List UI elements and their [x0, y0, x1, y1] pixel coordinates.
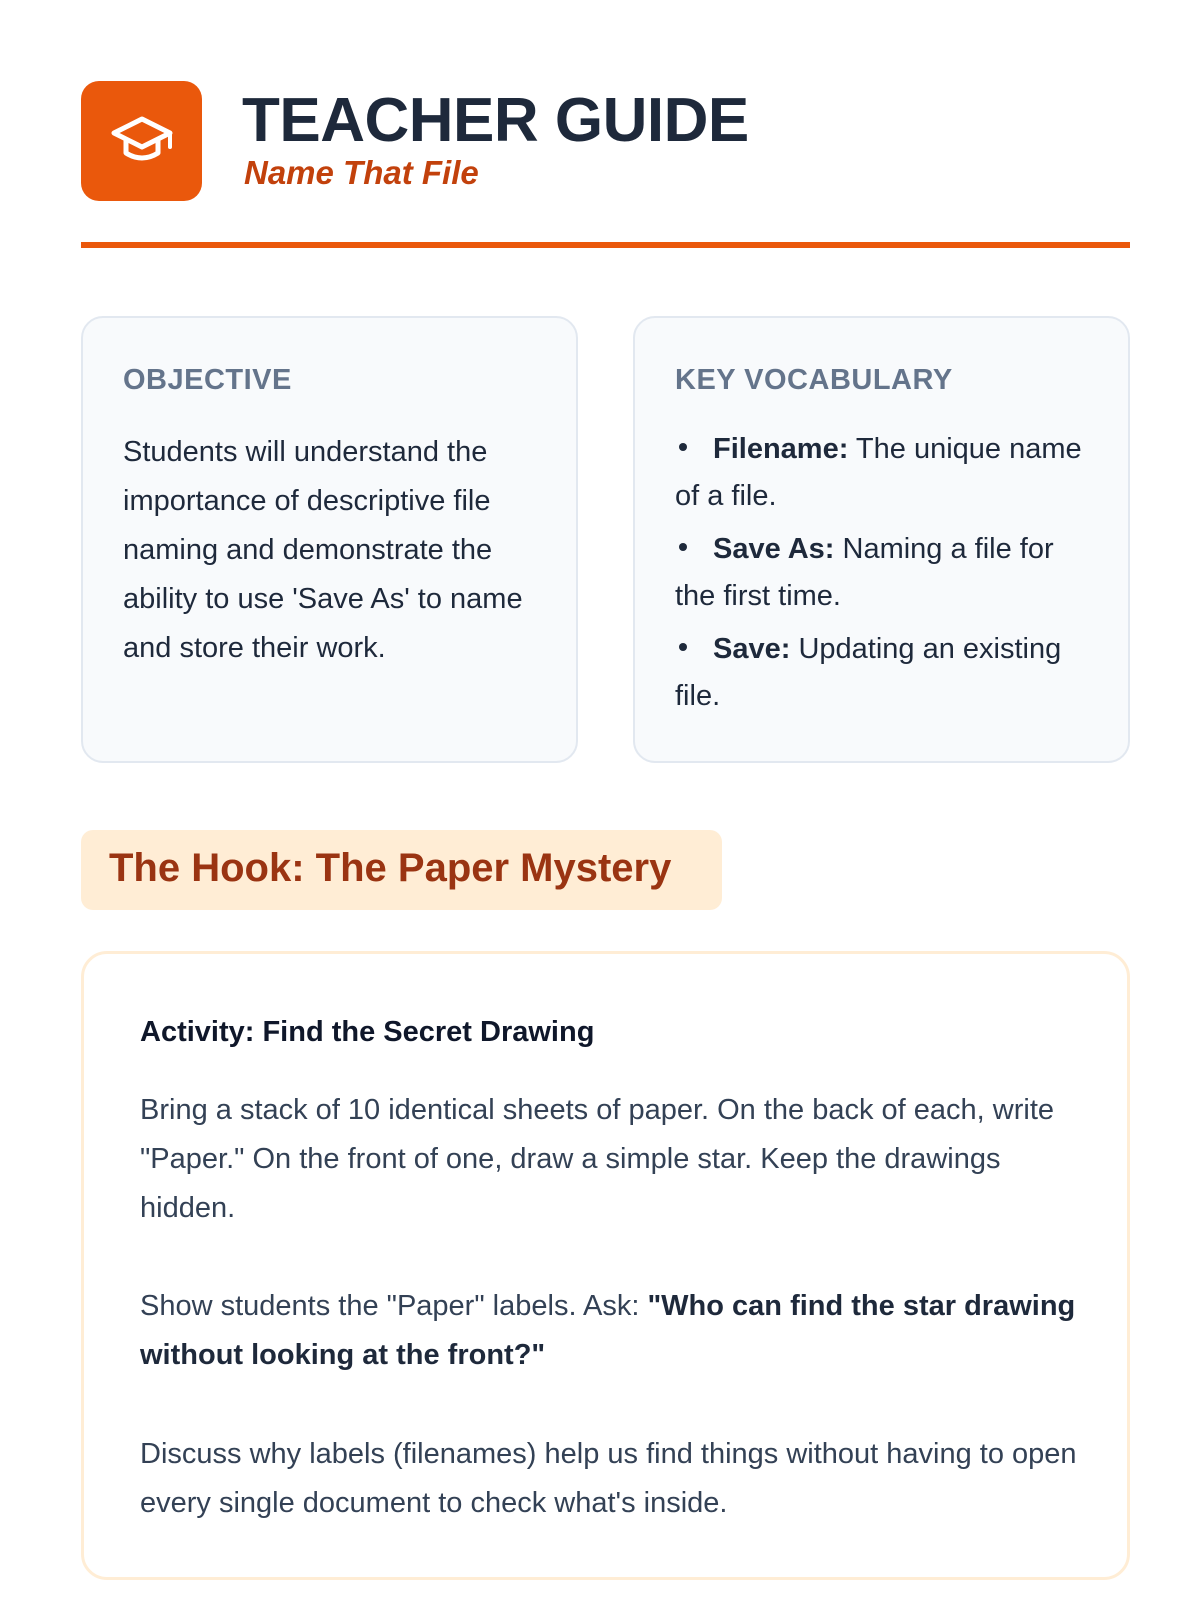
vocab-definition: The unique name of a file. [675, 433, 1082, 512]
question-text: "Who can find the star drawing without looking at the front?" [140, 1290, 1076, 1371]
list-item [675, 526, 1095, 620]
hook-heading-text: The Hook: The Paper Mystery [109, 846, 672, 890]
vocab-term: Save As: [713, 533, 835, 565]
vocab-term: Filename: [713, 433, 849, 465]
activity-title: Activity: Find the Secret Drawing [140, 1016, 595, 1048]
question-lead: Show students the "Paper" labels. Ask: [140, 1290, 648, 1322]
graduation-cap-icon [110, 113, 174, 169]
vocab-term: Save: [713, 633, 791, 665]
objective-text: Students will understand the importance of descriptive file naming and demonstrate the ability to use 'Save As' to name and store their work. [123, 436, 523, 664]
activity-paragraph-discussion: Discuss why labels (filenames) help us find things without having to open every single document to check what's inside. [140, 1438, 1077, 1519]
header-divider [81, 242, 1130, 248]
bullet-icon [679, 543, 687, 551]
vocab-definition: Naming a file for the first time. [675, 533, 1054, 612]
list-item [675, 426, 1095, 520]
activity-paragraph-question [140, 1282, 1080, 1380]
activity-card [81, 951, 1130, 1580]
vocabulary-list [675, 426, 1095, 726]
vocab-definition: Updating an existing file. [675, 633, 1062, 712]
objective-card [81, 316, 578, 763]
logo-badge [81, 81, 202, 201]
page-header [81, 81, 1130, 201]
vocabulary-heading: KEY VOCABULARY [675, 364, 953, 396]
bullet-icon [679, 443, 687, 451]
page-title: TEACHER GUIDE [242, 86, 749, 155]
activity-paragraph-setup: Bring a stack of 10 identical sheets of paper. On the back of each, write "Paper." On the front of one, draw a simple star. Keep the drawings hidden. [140, 1094, 1055, 1224]
hook-section-heading [81, 830, 722, 910]
page-subtitle: Name That File [244, 154, 479, 191]
objective-heading: OBJECTIVE [123, 364, 292, 396]
vocabulary-card [633, 316, 1130, 763]
list-item [675, 626, 1095, 720]
bullet-icon [679, 643, 687, 651]
